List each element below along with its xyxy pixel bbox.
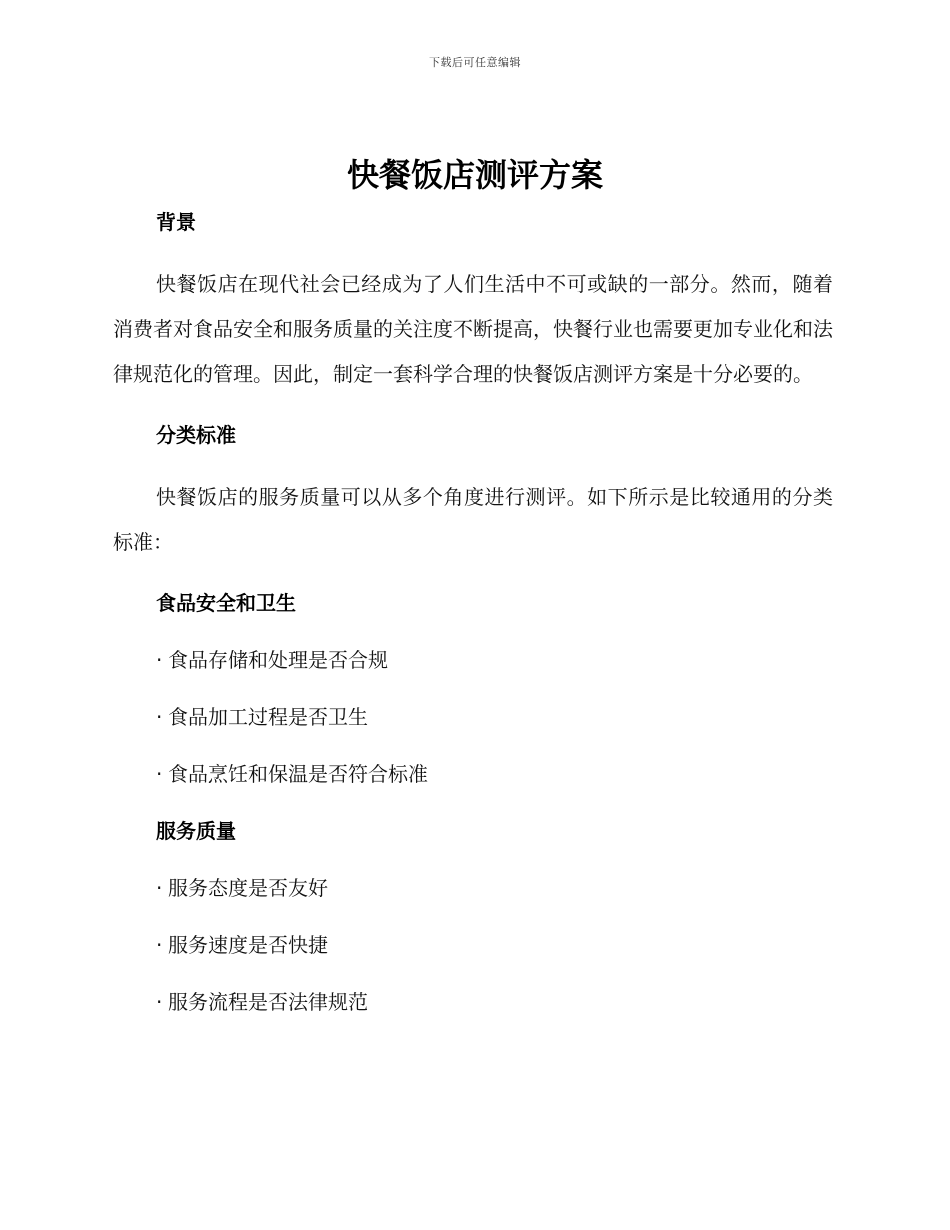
list-item [156, 644, 833, 676]
section-heading-classification: 分类标准 [156, 423, 236, 447]
list-item-text: 服务速度是否快捷 [168, 933, 328, 957]
paragraph-background: 快餐饭店在现代社会已经成为了人们生活中不可或缺的一部分。然而，随着消费者对食品安全和服务质量的关注度不断提高，快餐行业也需要更加专业化和法律规范化的管理。因此，制定一套科学合理的快餐饭店测评方案是十分必要的。 [113, 272, 833, 386]
document-body [113, 206, 833, 1018]
category-heading-food-safety: 食品安全和卫生 [156, 591, 296, 615]
list-item [156, 986, 833, 1018]
list-item [156, 872, 833, 904]
bullet-icon: · [156, 648, 163, 672]
bullet-icon: · [156, 705, 163, 729]
section-heading-background: 背景 [156, 210, 196, 234]
category-heading-service-quality: 服务质量 [156, 819, 236, 843]
paragraph-classification: 快餐饭店的服务质量可以从多个角度进行测评。如下所示是比较通用的分类标准： [113, 485, 833, 554]
bullet-icon: · [156, 762, 163, 786]
list-item [156, 701, 833, 733]
list-item-text: 食品烹饪和保温是否符合标准 [168, 762, 428, 786]
list-item-text: 服务流程是否法律规范 [168, 990, 368, 1014]
list-item [156, 929, 833, 961]
list-item-text: 服务态度是否友好 [168, 876, 328, 900]
document-title: 快餐饭店测评方案 [346, 156, 603, 194]
list-item [156, 758, 833, 790]
bullet-icon: · [156, 876, 163, 900]
list-item-text: 食品存储和处理是否合规 [168, 648, 388, 672]
bullet-icon: · [156, 933, 163, 957]
bullet-icon: · [156, 990, 163, 1014]
list-item-text: 食品加工过程是否卫生 [168, 705, 368, 729]
header-note: 下载后可任意编辑 [429, 56, 521, 69]
